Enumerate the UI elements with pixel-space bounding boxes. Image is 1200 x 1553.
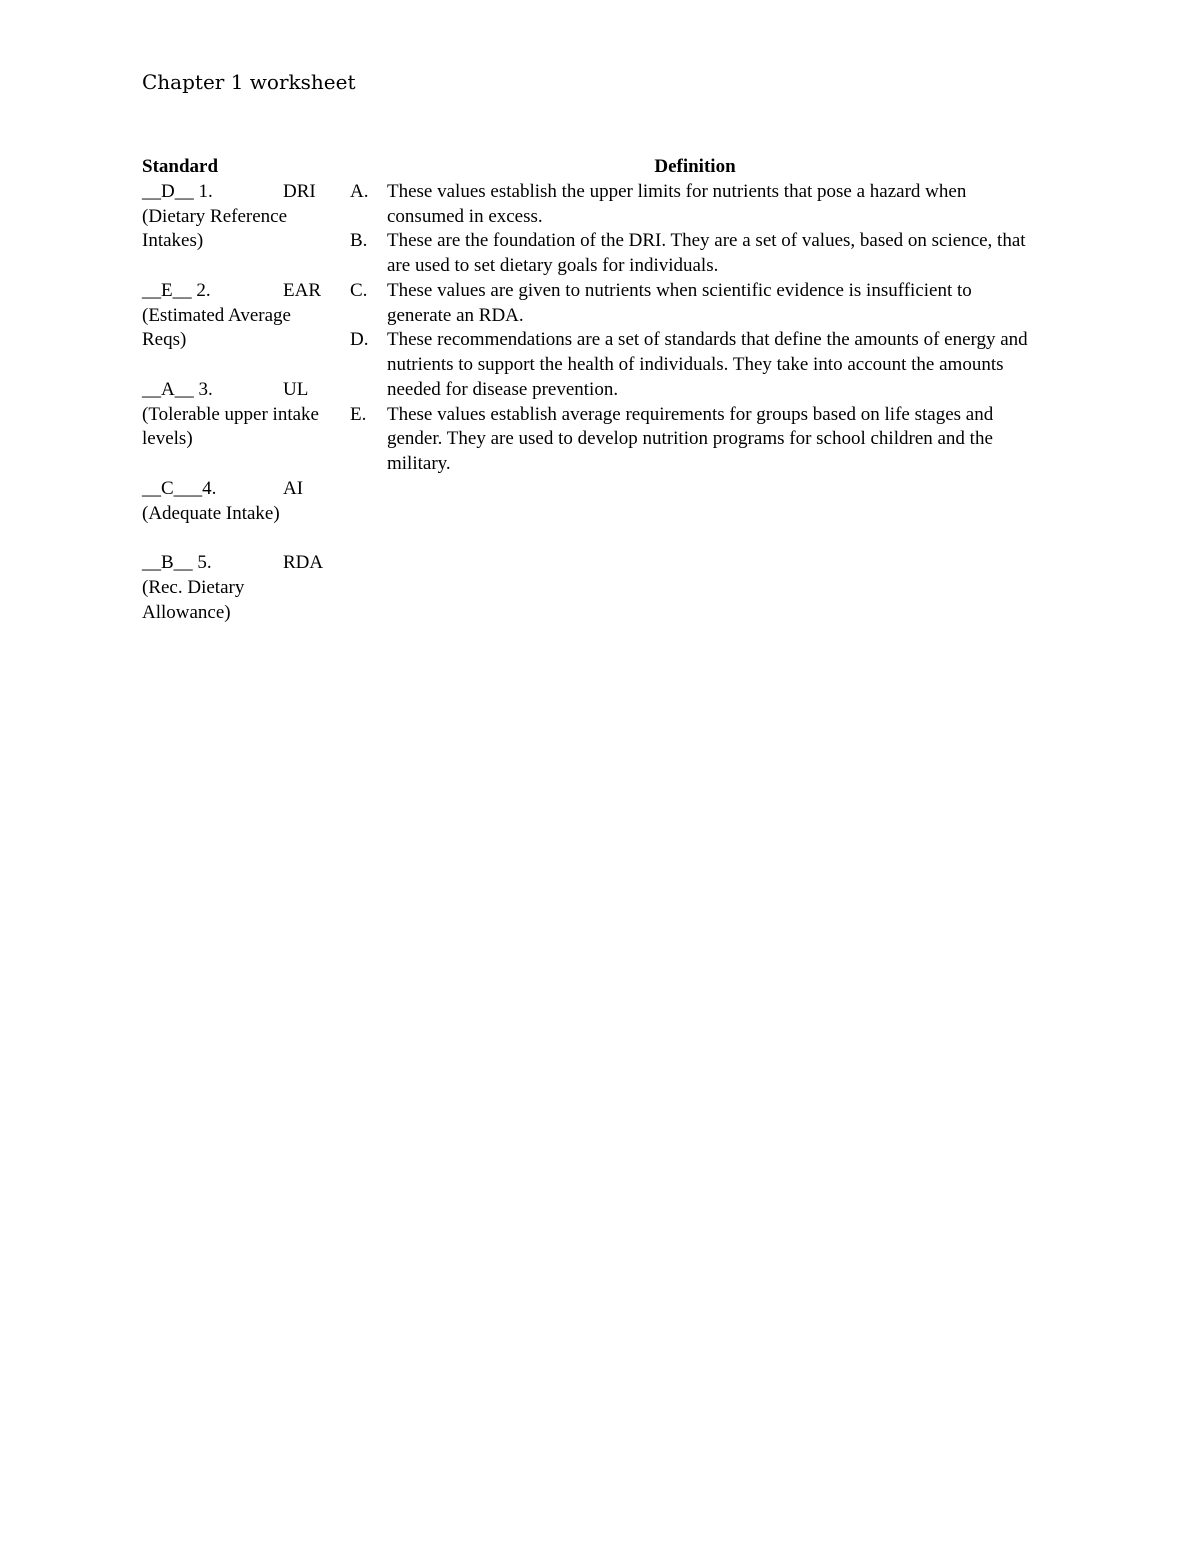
standard-abbreviation: RDA [283, 552, 324, 573]
definition-item-d [350, 328, 1040, 402]
definition-text: These are the foundation of the DRI. They are a set of values, based on science, that are used to set dietary goals for individuals. [387, 230, 1026, 276]
standard-abbreviation: UL [283, 378, 309, 400]
definition-item-c [350, 279, 1040, 329]
standard-abbreviation: AI [283, 477, 304, 499]
definition-letter: B. [350, 230, 368, 252]
standard-full-name: (Dietary Reference Intakes) [142, 205, 288, 252]
definition-item-e [350, 403, 1040, 477]
definition-text: These values are given to nutrients when scientific evidence is insufficient to generate an RDA. [387, 279, 972, 326]
standard-answer-number: __B__ 5. [142, 552, 212, 573]
standard-header: Standard [142, 156, 219, 177]
standard-answer-number: __D__ 1. [142, 180, 213, 202]
definition-letter: C. [350, 279, 368, 301]
standard-item-ear [142, 279, 332, 353]
definition-text: These values establish the upper limits for nutrients that pose a hazard when consumed in excess. [387, 180, 967, 227]
page-title: Chapter 1 worksheet [142, 70, 356, 94]
standard-column [142, 155, 332, 650]
standard-answer-number: __C___4. [142, 477, 217, 499]
definition-letter: E. [350, 403, 367, 425]
definition-letter: D. [350, 329, 369, 351]
standard-full-name: (Adequate Intake) [142, 502, 280, 524]
definition-item-a [350, 180, 1040, 230]
standard-abbreviation: EAR [283, 279, 321, 301]
standard-full-name: (Tolerable upper intake levels) [142, 403, 319, 450]
definition-text: These recommendations are a set of standards that define the amounts of energy and nutrients to support the health of individuals. They take into account the amounts needed for disease prevention. [387, 329, 1028, 400]
definition-header: Definition [654, 156, 736, 177]
standard-answer-number: __E__ 2. [142, 279, 211, 301]
standard-item-ai [142, 477, 332, 527]
standard-item-rda [142, 551, 332, 625]
definition-letter: A. [350, 180, 369, 202]
definition-column [350, 155, 1040, 477]
standard-item-dri [142, 180, 332, 254]
standard-item-ul [142, 378, 332, 452]
standard-full-name: (Estimated Average Reqs) [142, 304, 291, 351]
standard-abbreviation: DRI [283, 180, 316, 202]
definition-item-b [350, 229, 1040, 279]
definition-text: These values establish average requirements for groups based on life stages and gender. They are used to develop nutrition programs for school children and the military. [387, 403, 994, 474]
standard-answer-number: __A__ 3. [142, 378, 213, 400]
standard-full-name: (Rec. Dietary Allowance) [142, 576, 245, 623]
